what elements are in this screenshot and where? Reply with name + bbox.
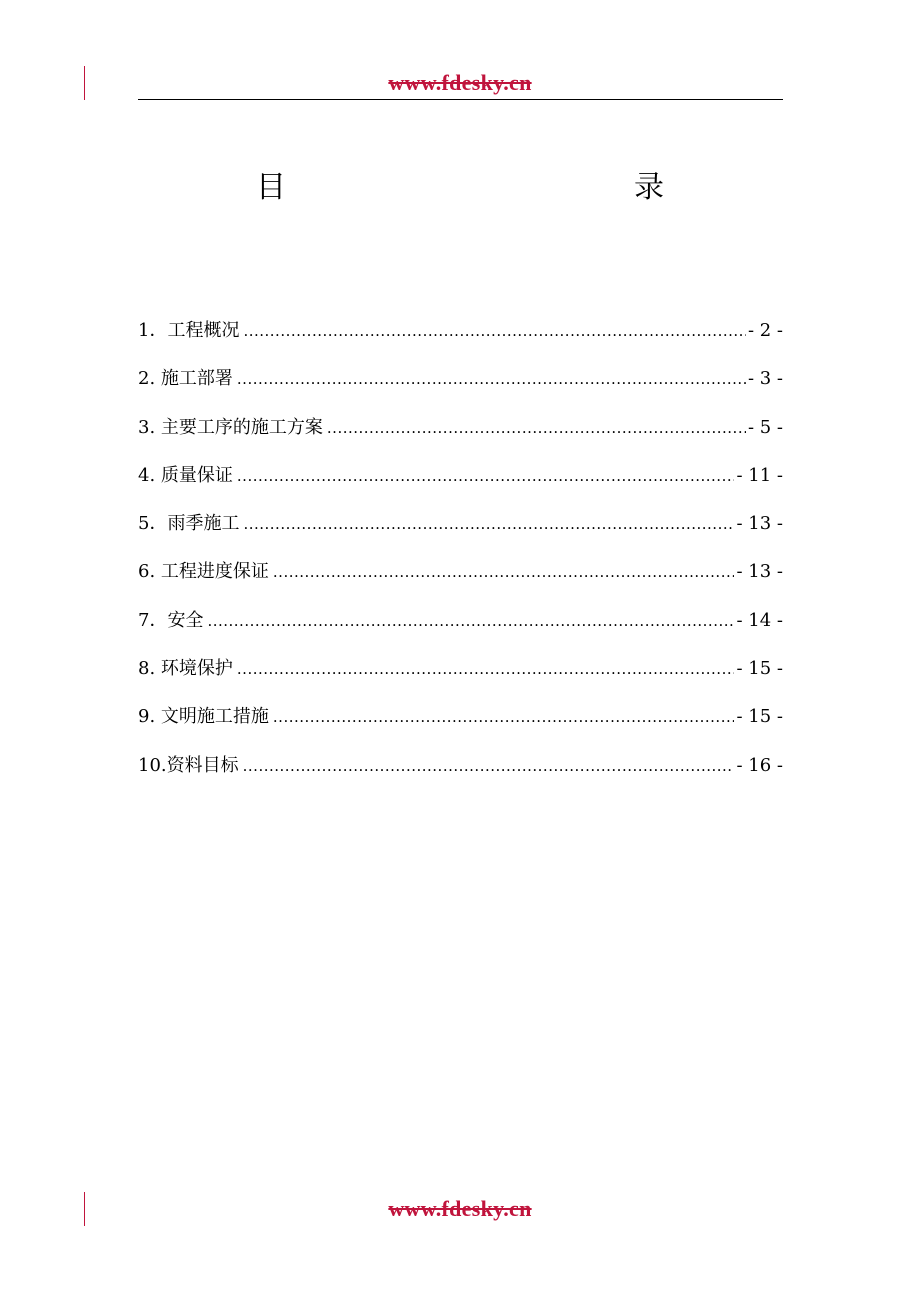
toc-entry-page: - 15 - (736, 658, 783, 680)
toc-entry-page: - 2 - (747, 320, 783, 341)
toc-entry-label: 9. 文明施工措施 (138, 706, 269, 728)
table-of-contents (138, 316, 783, 799)
toc-entry-page: - 14 - (736, 609, 783, 631)
toc-entry[interactable] (138, 316, 783, 364)
toc-entry[interactable] (138, 364, 783, 412)
toc-entry[interactable] (138, 461, 783, 509)
footer-url: www.fdesky.cn (388, 1196, 532, 1221)
toc-dot-leader (237, 660, 735, 678)
toc-entry-label: 5．雨季施工 (138, 513, 240, 535)
toc-dot-leader (273, 563, 735, 581)
toc-entry-label: 4. 质量保证 (138, 464, 233, 486)
toc-entry-label: 2. 施工部署 (138, 368, 233, 390)
header-url: www.fdesky.cn (388, 70, 532, 95)
toc-entry[interactable] (138, 702, 783, 750)
toc-entry-page: - 11 - (736, 464, 783, 486)
toc-dot-leader (327, 419, 746, 437)
toc-entry-label: 1．工程概况 (138, 320, 240, 341)
toc-entry[interactable] (138, 413, 783, 461)
toc-entry[interactable] (138, 606, 783, 654)
toc-dot-leader (237, 370, 746, 388)
page-title: 目 录 (256, 170, 760, 205)
toc-dot-leader (243, 757, 735, 775)
toc-entry-page: - 13 - (736, 513, 783, 535)
toc-entry[interactable] (138, 751, 783, 799)
toc-dot-leader (243, 322, 745, 340)
toc-dot-leader (237, 467, 735, 485)
toc-entry[interactable] (138, 557, 783, 605)
toc-entry-label: 6. 工程进度保证 (138, 561, 269, 583)
toc-entry-label: 10.资料目标 (138, 754, 239, 776)
toc-dot-leader (207, 612, 734, 630)
toc-entry[interactable] (138, 509, 783, 557)
toc-entry[interactable] (138, 654, 783, 702)
header-rule (138, 99, 783, 100)
toc-entry-page: - 13 - (736, 561, 783, 583)
toc-entry-label: 3. 主要工序的施工方案 (138, 416, 323, 438)
toc-entry-page: - 5 - (747, 416, 783, 438)
toc-entry-page: - 16 - (736, 754, 783, 776)
toc-entry-label: 8. 环境保护 (138, 658, 233, 680)
toc-entry-page: - 15 - (736, 706, 783, 728)
toc-dot-leader (243, 515, 734, 533)
toc-entry-page: - 3 - (747, 368, 783, 390)
toc-entry-label: 7．安全 (138, 609, 204, 631)
toc-dot-leader (273, 708, 735, 726)
